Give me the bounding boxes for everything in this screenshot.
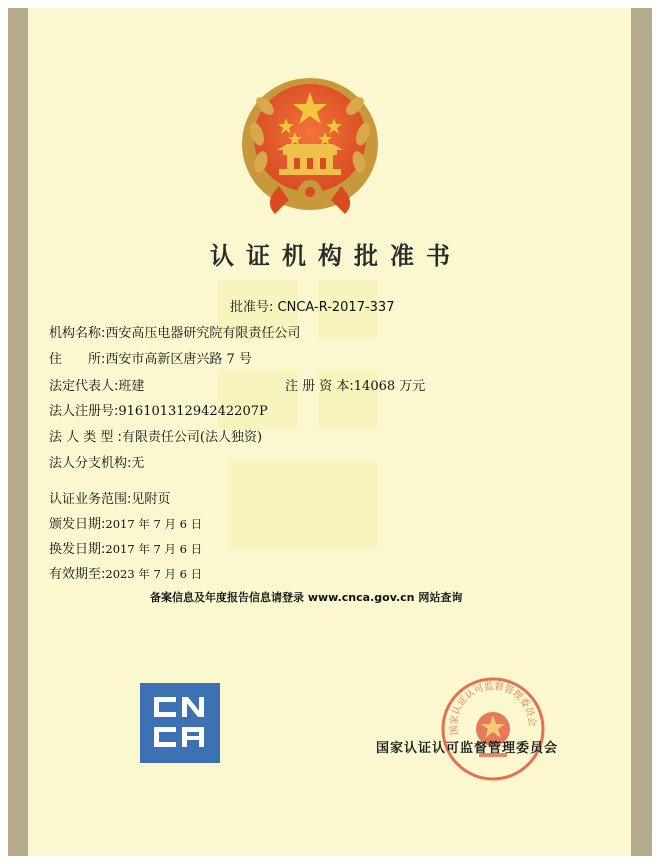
field-value: 14068 万元 [353,379,426,394]
field-branch [49,452,144,471]
notice-text: 备案信息及年度报告信息请登录 www.cnca.gov.cn 网站查询 [150,591,463,604]
field-value: 班建 [118,379,145,394]
field-legal-representative [49,375,144,394]
field-address [49,348,252,367]
field-label: 换发日期: [49,542,106,557]
field-valid-until [49,563,202,582]
cnca-watermark-icon [218,270,398,570]
field-issue-date [49,513,202,532]
field-value: 2017 年 7 月 6 日 [105,517,203,531]
field-value: 有限责任公司(法人独资) [121,430,263,445]
field-reissue-date [49,538,202,557]
field-label: 住 所: [49,352,106,367]
field-value: 2023 年 7 月 6 日 [105,567,203,581]
field-legal-entity-type [49,426,262,445]
field-organization-name [49,322,300,341]
field-label: 颁发日期: [49,517,106,532]
field-label: 有效期至: [49,567,106,582]
official-seal-icon [439,675,547,783]
cnca-logo-icon [140,683,220,763]
field-label: 认证业务范围: [49,492,132,507]
national-emblem-icon [239,74,381,218]
field-label: 机构名称: [49,326,106,341]
field-label: 法人分支机构: [49,456,132,471]
field-label: 法 人 类 型 : [49,430,122,445]
field-value: 西安高压电器研究院有限责任公司 [105,326,301,341]
field-value: 无 [131,456,145,471]
field-value: 2017 年 7 月 6 日 [105,542,203,556]
field-registered-capital [285,375,425,394]
issuing-authority: 国家认证认可监督管理委员会 [376,741,559,756]
field-label: 注 册 资 本: [285,379,354,394]
field-business-scope [49,488,170,507]
field-registration-number [49,400,268,419]
approval-number: 批准号: CNCA-R-2017-337 [230,300,395,315]
svg-text:国家认证认可监督管理委员会: 国家认证认可监督管理委员会 [448,680,538,736]
field-value: 见附页 [131,492,171,507]
field-value: 916101312942422​07P [118,404,268,419]
field-label: 法人注册号: [49,404,119,419]
field-label: 法定代表人: [49,379,119,394]
field-value: 西安市高新区唐兴路 7 号 [105,352,252,367]
certificate-title: 认证机构批准书 [210,242,462,270]
